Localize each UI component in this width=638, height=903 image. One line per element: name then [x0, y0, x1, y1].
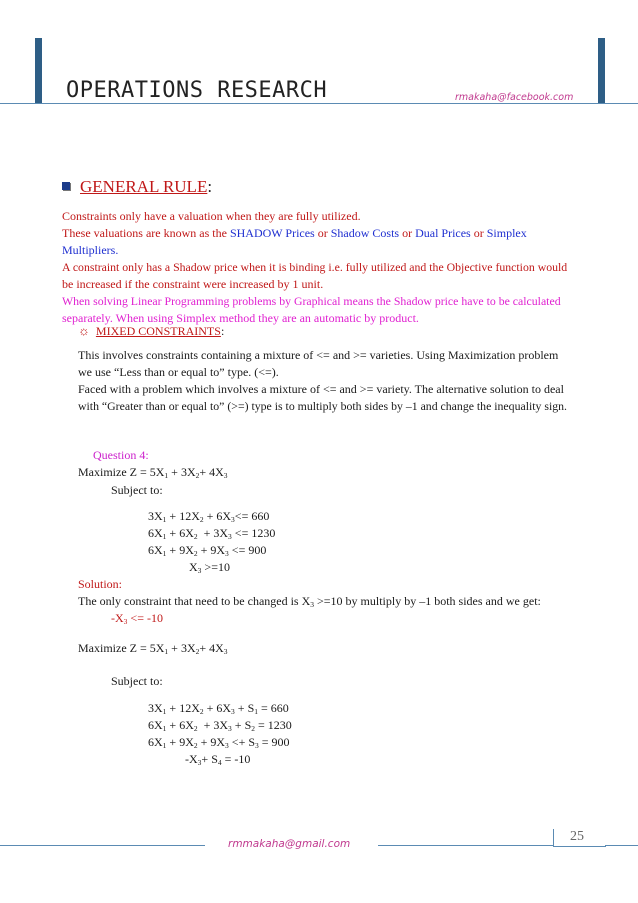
question-constraint-3: $6X_1 + 9X_2 + 9X_3 <= 900$: [148, 543, 267, 558]
solution-constraint-2: $6X_1 + 6X_2 + 3X_3 + S_2 = 1230$: [148, 718, 292, 733]
rule-line-2: These valuations are known as the SHADOW Prices or Shadow Costs or Dual Prices or Simplex: [62, 226, 527, 240]
mixed-para-4: with “Greater than or equal to” (>=) type is to multiply both sides by –1 and change the inequality sign.: [78, 399, 568, 413]
checkbox-bullet-icon: [62, 182, 70, 190]
header-left-bar: [35, 38, 42, 104]
footer-rule-right: [378, 845, 553, 846]
header-email: rmakaha@facebook.com: [455, 92, 574, 103]
question-constraint-4: $X_3 >=10$: [189, 560, 230, 575]
rule-line-3: Multipliers.: [62, 243, 119, 257]
solution-label: Solution:: [78, 577, 123, 591]
solution-negated: $-X_3 <= -10$: [111, 611, 163, 626]
sun-bullet-icon: ☼: [78, 323, 90, 338]
question-label: Question 4:: [93, 448, 149, 462]
rule-line-1: Constraints only have a valuation when they are fully utilized.: [62, 209, 361, 223]
rule-line-4: A constraint only has a Shadow price when it is binding i.e. fully utilized and the Objective function would: [62, 260, 568, 274]
header-right-bar: [598, 38, 605, 104]
solution-objective: Maximize $Z = 5X_1 + 3X_2+ 4X_3$: [78, 641, 228, 656]
footer-rule-far-right: [605, 845, 638, 846]
general-rule-heading: GENERAL RULE:: [62, 177, 212, 197]
page-number: 25: [570, 829, 584, 844]
mixed-para-2: we use “Less than or equal to” type. (<=).: [78, 365, 279, 379]
rule-line-7: separately. When using Simplex method they are an automatic by product.: [62, 311, 419, 325]
header-rule: [0, 103, 638, 104]
mixed-para-3: Faced with a problem which involves a mixture of <= and >= variety. The alternative solution to deal: [78, 382, 564, 396]
question-objective: Maximize $Z = 5X_1 + 3X_2+ 4X_3$: [78, 465, 228, 480]
page-title: OPERATIONS RESEARCH: [66, 78, 328, 103]
mixed-para-1: This involves constraints containing a mixture of <= and >= varieties. Using Maximization problem: [78, 348, 559, 362]
rule-line-5: be increased if the constraint were increased by 1 unit.: [62, 277, 324, 291]
question-constraint-1: $3X_1 + 12X_2 + 6X_3<= 660$: [148, 509, 270, 524]
footer-rule-left: [0, 845, 205, 846]
question-subject: Subject to:: [111, 483, 163, 497]
solution-text: The only constraint that need to be changed is $X_3 >=10$ by multiply by –1 both sides and we get:: [78, 594, 541, 609]
solution-subject: Subject to:: [111, 674, 163, 688]
rule-line-6: When solving Linear Programming problems by Graphical means the Shadow price have to be calculated: [62, 294, 561, 308]
solution-constraint-4: $-X_3+ S_4 = -10$: [185, 752, 251, 767]
question-constraint-2: $6X_1 + 6X_2 + 3X_3 <= 1230$: [148, 526, 276, 541]
solution-constraint-1: $3X_1 + 12X_2 + 6X_3 + S_1 = 660$: [148, 701, 289, 716]
solution-constraint-3: $6X_1 + 9X_2 + 9X_3 <+ S_3 = 900$: [148, 735, 290, 750]
footer-email: rmmakaha@gmail.com: [228, 838, 351, 850]
mixed-constraints-heading: ☼ MIXED CONSTRAINTS:: [78, 323, 225, 338]
